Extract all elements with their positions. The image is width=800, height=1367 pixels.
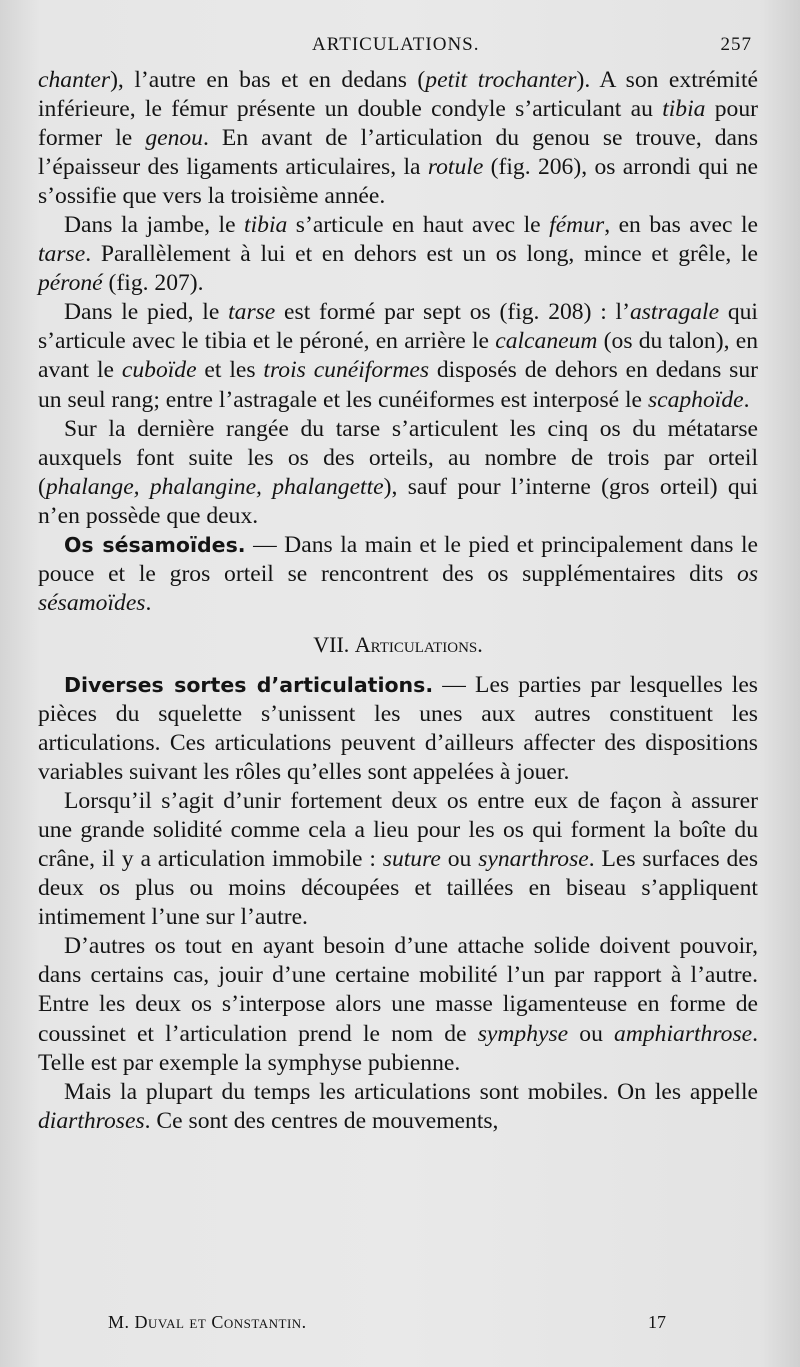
text: . Parallèlement à lui et en dehors est un os long, mince et grêle, le <box>85 241 758 268</box>
term: synarthrose <box>478 846 589 873</box>
paragraph-suture <box>38 787 758 932</box>
section-title: Articulations. <box>354 631 483 657</box>
page-footer <box>0 1312 800 1340</box>
text: (fig. 206), os arrondi qui ne s’ossifie que vers la troisième année. <box>38 154 759 210</box>
text: qui s’articule avec le tibia et le péroné, en arrière le <box>38 299 758 355</box>
paragraph-pied <box>38 298 758 414</box>
term: tarse <box>228 299 276 326</box>
term: genou <box>145 125 203 152</box>
term: suture <box>382 846 441 873</box>
paragraph-lead-heading: Diverses sortes d’articulations. <box>64 672 434 697</box>
text: . Telle est par exemple la symphyse pubienne. <box>38 1020 759 1076</box>
term: amphiarthrose <box>614 1020 753 1047</box>
term: tibia <box>244 212 288 239</box>
text: D’autres os tout en ayant besoin d’une attache solide doivent pouvoir, dans certains cas, jouir d’une certaine mobilité l’un par rapport à l’autre. Entre les deux os s’interpose alors une masse ligamenteuse en forme de coussinet et l’articulation prend le nom de <box>38 933 758 1047</box>
term: petit trochanter <box>425 67 577 93</box>
text: . En avant de l’articulation du genou se trouve, dans l’épaisseur des ligaments articulaires, la <box>38 125 759 181</box>
term: scaphoïde <box>647 386 744 413</box>
term: symphyse <box>477 1020 569 1047</box>
term: diarthroses <box>38 1107 145 1134</box>
term: chanter <box>38 67 111 93</box>
paragraph-diverses-sortes <box>38 671 758 787</box>
term: cuboïde <box>121 357 197 384</box>
text: ), l’autre en bas et en dedans ( <box>110 67 426 93</box>
term: rotule <box>427 154 484 181</box>
term: trois cunéiformes <box>263 357 430 384</box>
section-number: VII. <box>313 631 355 657</box>
paragraph-lead-heading: Os sésamoïdes. <box>64 532 246 557</box>
footer-signature: 17 <box>648 1312 666 1332</box>
text: Dans la jambe, le <box>64 212 245 239</box>
text: — Les parties par lesquelles les pièces du squelette s’unissent les unes aux autres constituent les articulations. Ces articulations peuvent d’ailleurs affecter des dispositions variables suivant les rôles qu’elles sont appelées à jouer. <box>38 671 758 786</box>
term: astragale <box>629 299 720 326</box>
text: . <box>743 386 750 413</box>
text: . <box>145 589 152 616</box>
text: ), sauf pour l’interne (gros orteil) qui n’en possède que deux. <box>38 473 759 529</box>
text: ou <box>568 1020 615 1047</box>
term: tarse <box>38 241 86 268</box>
paragraph-femur <box>38 66 758 211</box>
paragraph-jambe <box>38 211 758 298</box>
running-head-title: ARTICULATIONS. <box>312 34 480 55</box>
page-number: 257 <box>720 34 752 55</box>
text: Sur la dernière rangée du tarse s’articulent les cinq os du métatarse auxquels font suite les os des orteils, au nombre de trois par orteil ( <box>38 415 758 500</box>
text: . Les surfaces des deux os plus ou moins découpées et taillées en biseau s’appliquent intimement l’une sur l’autre. <box>38 846 759 931</box>
text: (fig. 207). <box>102 270 204 297</box>
text: . Ce sont des centres de mouvements, <box>144 1107 499 1134</box>
text: , en bas avec le <box>604 212 759 239</box>
paragraph-metatarse <box>38 415 758 531</box>
running-head <box>0 34 800 58</box>
term: calcaneum <box>495 328 598 355</box>
text: Mais la plupart du temps les articulations sont mobiles. On les appelle <box>64 1078 758 1105</box>
text: ). A son extrémité inférieure, le fémur présente un double condyle s’articulant au <box>38 67 759 123</box>
text: (os du talon), en avant le <box>38 328 758 384</box>
footer-authors: M. Duval et Constantin. <box>108 1312 307 1332</box>
term: péroné <box>38 270 103 297</box>
text: est formé par sept os (fig. 208) : l’ <box>275 299 630 326</box>
text: Dans le pied, le <box>64 299 229 326</box>
text: pour former le <box>38 96 759 152</box>
text: ou <box>440 846 479 873</box>
paragraph-sesamoides <box>38 531 758 618</box>
paragraph-diarthroses <box>38 1078 758 1136</box>
term: tibia <box>662 96 706 123</box>
term: os sésamoïdes <box>38 560 758 616</box>
body-text <box>38 66 758 1136</box>
section-heading <box>38 630 758 659</box>
text: disposés de dehors en dedans sur un seul rang; entre l’astragale et les cunéiformes est interposé le <box>38 357 758 413</box>
term: phalange, phalangine, phalangette <box>45 473 384 500</box>
paragraph-symphyse <box>38 932 758 1077</box>
text: — Dans la main et le pied et principalement dans le pouce et le gros orteil se rencontrent des os supplémentaires dits <box>38 531 758 587</box>
text: Lorsqu’il s’agit d’unir fortement deux os entre eux de façon à assurer une grande solidité comme cela a lieu pour les os qui forment la boîte du crâne, il y a articulation immobile : <box>38 788 758 873</box>
text: et les <box>196 357 264 384</box>
text: s’articule en haut avec le <box>287 212 550 239</box>
term: fémur <box>549 212 605 239</box>
